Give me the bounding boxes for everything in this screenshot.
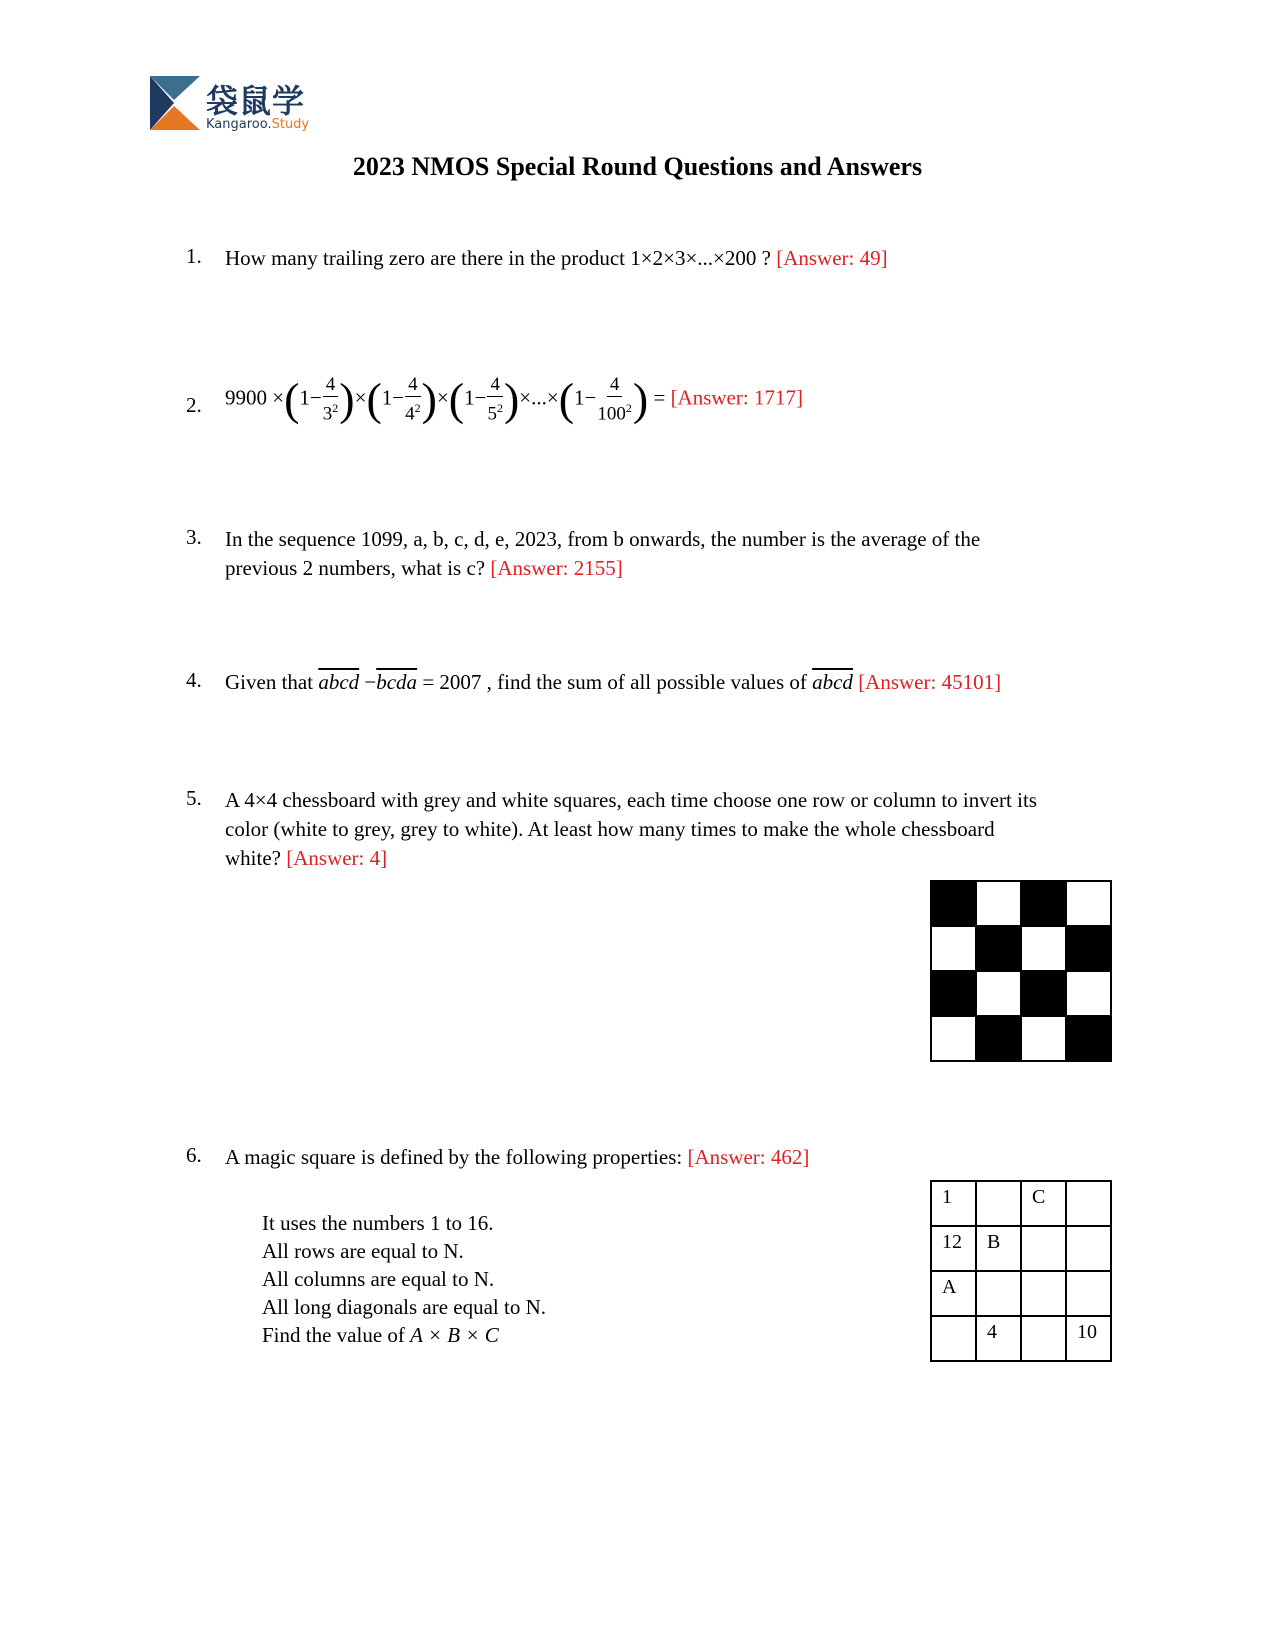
chess-cell <box>931 926 976 971</box>
question-6-number: 6. <box>186 1143 202 1167</box>
chess-cell <box>1021 1016 1066 1061</box>
magic-square-cell: 1 <box>931 1181 976 1226</box>
answer-2: [Answer: 1717] <box>670 385 803 410</box>
chessboard-figure <box>930 880 1112 1062</box>
page-title: 2023 NMOS Special Round Questions and Answers <box>352 152 923 181</box>
question-2-number: 2. <box>186 393 202 417</box>
chess-cell <box>1066 971 1111 1016</box>
magic-square-cell: 10 <box>1066 1316 1111 1361</box>
chess-cell <box>1021 971 1066 1016</box>
answer-6: [Answer: 462] <box>687 1145 810 1169</box>
magic-square-figure <box>930 1180 1112 1362</box>
magic-square-cell: 12 <box>931 1226 976 1271</box>
chess-cell <box>1066 881 1111 926</box>
chess-cell <box>976 1016 1021 1061</box>
chess-cell <box>1066 1016 1111 1061</box>
logo-english-name: Kangaroo.Study <box>206 117 310 132</box>
answer-3: [Answer: 2155] <box>490 556 623 580</box>
chess-cell <box>931 1016 976 1061</box>
logo-chinese-name: 袋鼠学 <box>206 82 306 120</box>
chess-cell <box>976 971 1021 1016</box>
magic-square-cell <box>1021 1271 1066 1316</box>
question-4: Given that abcd −bcda = 2007 , find the sum of all possible values of abcd [Answer: 45101] <box>225 670 1002 694</box>
magic-square-cell <box>976 1271 1021 1316</box>
magic-square-cell: C <box>1021 1181 1066 1226</box>
chess-cell <box>976 881 1021 926</box>
magic-square-cell <box>1021 1316 1066 1361</box>
question-5-number: 5. <box>186 786 202 810</box>
magic-square-cell <box>1066 1181 1111 1226</box>
kangaroo-study-logo-mark-icon <box>150 76 200 130</box>
chess-cell <box>976 926 1021 971</box>
question-2: 9900 ×(1− $\frac{4}{3^2}$ )×(1− $\frac{4}{4^2}$ )×(1− $\frac{4}{5^2}$ )×...×(1− $\frac{4}{100^2}$ ) = [Answer: 1717] <box>225 373 803 425</box>
answer-1: [Answer: 49] <box>776 246 888 270</box>
chess-cell <box>931 881 976 926</box>
question-5: A 4×4 chessboard with grey and white squares, each time choose one row or column to invert its color (white to grey, grey to white). At least how many times to make the whole chessboard white? [Answer: 4] <box>225 788 1037 870</box>
answer-4: [Answer: 45101] <box>858 670 1002 694</box>
chess-cell <box>1021 926 1066 971</box>
chess-cell <box>1066 926 1111 971</box>
chess-cell <box>1021 881 1066 926</box>
magic-square-cell: A <box>931 1271 976 1316</box>
magic-square-cell <box>976 1181 1021 1226</box>
magic-square-cell <box>1066 1271 1111 1316</box>
question-6: A magic square is defined by the following properties: [Answer: 462] <box>225 1145 810 1169</box>
magic-square-cell <box>1021 1226 1066 1271</box>
magic-square-cell <box>1066 1226 1111 1271</box>
magic-square-cell: 4 <box>976 1316 1021 1361</box>
answer-5: [Answer: 4] <box>286 846 388 870</box>
magic-square-cell <box>931 1316 976 1361</box>
chess-cell <box>931 971 976 1016</box>
question-1: How many trailing zero are there in the product 1×2×3×...×200 ? [Answer: 49] <box>225 246 888 270</box>
question-3-number: 3. <box>186 525 202 549</box>
question-1-number: 1. <box>186 244 202 268</box>
question-4-number: 4. <box>186 668 202 692</box>
question-3: In the sequence 1099, a, b, c, d, e, 2023, from b onwards, the number is the average of the previous 2 numbers, what is c? [Answer: 2155] <box>225 527 981 580</box>
magic-square-cell: B <box>976 1226 1021 1271</box>
magic-square-properties: It uses the numbers 1 to 16. All rows are equal to N. All columns are equal to N. All long diagonals are equal to N. Find the value of A × B × C <box>262 1211 547 1347</box>
